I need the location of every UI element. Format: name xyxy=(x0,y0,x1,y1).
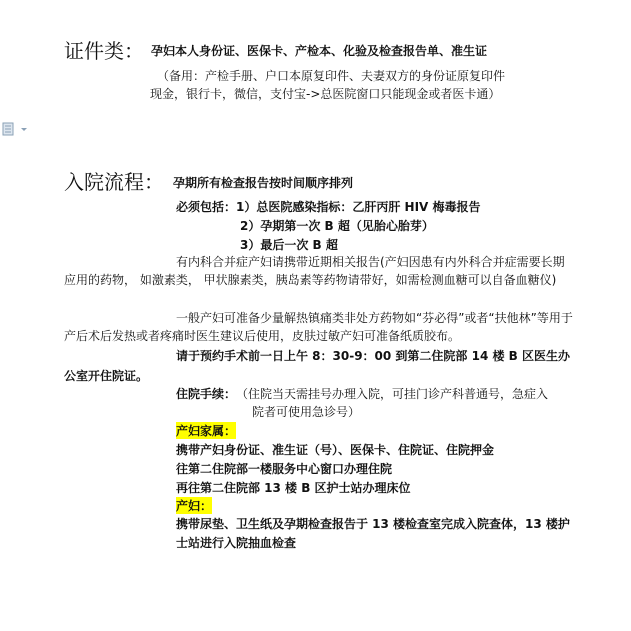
procedure-label: 住院手续： xyxy=(176,387,237,401)
must-include-item2: 2）孕期第一次 B 超（见胎心胎芽） xyxy=(240,219,434,233)
medication-paragraph: 一般产妇可准备少量解热镇痛类非处方药物如“芬必得”或者“扶他林”等用于产后术后发热或者疼痛时医生建议后使用，皮肤过敏产妇可准备纸质胶布。 xyxy=(64,311,573,343)
must-include-item3: 3）最后一次 B 超 xyxy=(240,238,338,252)
section1-docs: 孕妇本人身份证、医保卡、产检本、化验及检查报告单、准生证 xyxy=(151,44,488,58)
mother-paragraph: 携带尿垫、卫生纸及孕期检查报告于 13 楼检查室完成入院查体，13 楼护士站进行入院抽血检查 xyxy=(176,517,570,550)
procedure-line1: （住院当天需挂号办理入院，可挂门诊产科普通号，急症入 xyxy=(236,387,549,401)
family-line3: 再往第二住院部 13 楼 B 区护士站办理床位 xyxy=(176,481,411,495)
appointment-paragraph: 请于预约手术前一日上午 8：30-9：00 到第二住院部 14 楼 B 区医生办公室开住院证。 xyxy=(64,349,570,383)
section2-subtitle: 孕期所有检查报告按时间顺序排列 xyxy=(173,176,354,190)
family-label: 产妇家属： xyxy=(176,424,237,438)
comorbidity-paragraph: 有内科合并症产妇请携带近期相关报告(产妇因患有内外科合并症需要长期应用的药物， 如激素类， 甲状腺素类，胰岛素等药物请带好，如需检测血糖可以自备血糖仪) xyxy=(64,255,565,287)
section2-title: 入院流程： xyxy=(64,170,164,194)
family-line1: 携带产妇身份证、准生证（号）、医保卡、住院证、住院押金 xyxy=(176,443,495,457)
section1-note-line2: 现金，银行卡，微信，支付宝->总医院窗口只能现金或者医卡通） xyxy=(150,87,501,101)
procedure-line2: 院者可使用急诊号） xyxy=(252,405,361,419)
section1-title: 证件类： xyxy=(64,39,144,63)
section1-note-line1: （备用：产检手册、户口本原复印件、夫妻双方的身份证原复印件 xyxy=(157,69,506,83)
document-map-icon[interactable] xyxy=(2,121,32,135)
must-include-line: 必须包括：1）总医院感染指标：乙肝丙肝 HIV 梅毒报告 xyxy=(176,200,481,214)
mother-label: 产妇： xyxy=(176,499,213,513)
family-line2: 往第二住院部一楼服务中心窗口办理住院 xyxy=(176,462,393,476)
